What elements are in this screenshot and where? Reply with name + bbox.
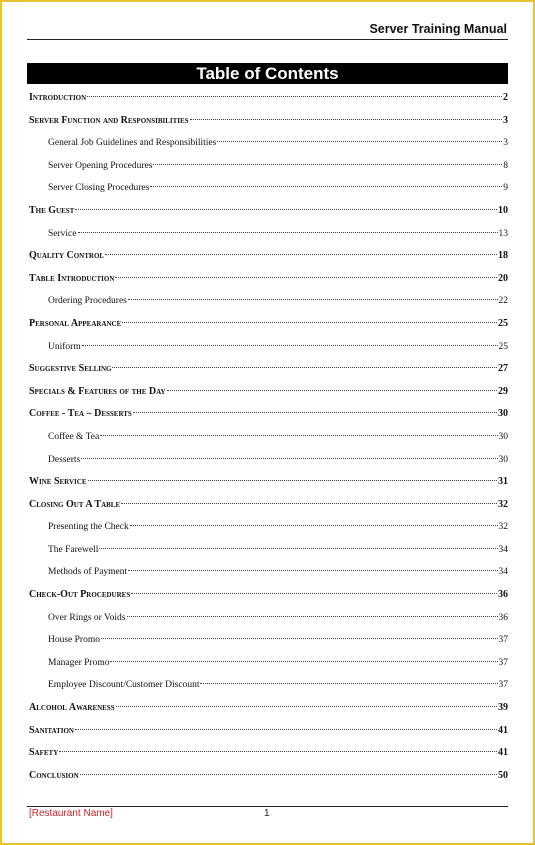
toc-entry[interactable] bbox=[27, 290, 508, 313]
toc-entry[interactable] bbox=[27, 268, 508, 291]
toc-entry[interactable] bbox=[27, 200, 508, 223]
toc-dot-leader bbox=[115, 277, 497, 278]
toc-dot-leader bbox=[110, 661, 497, 662]
toc-entry-title: Desserts bbox=[48, 454, 81, 465]
toc-entry[interactable] bbox=[27, 584, 508, 607]
toc-entry-page: 27 bbox=[498, 363, 508, 375]
toc-entry-page: 3 bbox=[503, 138, 508, 149]
toc-entry[interactable] bbox=[27, 539, 508, 562]
toc-entry[interactable] bbox=[27, 652, 508, 675]
toc-dot-leader bbox=[127, 616, 498, 617]
toc-entry[interactable] bbox=[27, 381, 508, 404]
toc-entry[interactable] bbox=[27, 223, 508, 246]
toc-dot-leader bbox=[116, 706, 497, 707]
toc-entry-page: 29 bbox=[498, 385, 508, 397]
toc-entry-title: Server Function and Responsibilities bbox=[29, 114, 189, 126]
toc-entry[interactable] bbox=[27, 674, 508, 697]
toc-entry-page: 34 bbox=[498, 544, 508, 555]
toc-heading: Table of Contents bbox=[27, 63, 508, 84]
toc-entry-title: Specials & Features of the Day bbox=[29, 385, 166, 397]
footer-restaurant-name: [Restaurant Name] bbox=[29, 808, 113, 819]
toc-entry-title: Alcohol Awareness bbox=[29, 702, 115, 714]
toc-entry-title: Ordering Procedures bbox=[48, 296, 127, 307]
toc-entry-page: 20 bbox=[498, 272, 508, 284]
toc-entry[interactable] bbox=[27, 245, 508, 268]
toc-entry[interactable] bbox=[27, 516, 508, 539]
toc-entry-title: Quality Control bbox=[29, 250, 105, 262]
toc-entry-page: 10 bbox=[498, 204, 508, 216]
toc-entry-title: Uniform bbox=[48, 341, 81, 352]
toc-dot-leader bbox=[153, 164, 502, 165]
toc-dot-leader bbox=[75, 729, 497, 730]
toc-dot-leader bbox=[78, 232, 498, 233]
toc-entry[interactable] bbox=[27, 449, 508, 472]
table-of-contents bbox=[27, 87, 508, 787]
toc-entry-page: 37 bbox=[498, 635, 508, 646]
toc-entry-title: Conclusion bbox=[29, 769, 79, 781]
toc-entry[interactable] bbox=[27, 155, 508, 178]
toc-entry-title: Coffee & Tea bbox=[48, 431, 100, 442]
toc-entry[interactable] bbox=[27, 697, 508, 720]
toc-entry[interactable] bbox=[27, 87, 508, 110]
toc-entry-title: General Job Guidelines and Responsibilities bbox=[48, 138, 217, 149]
toc-entry[interactable] bbox=[27, 426, 508, 449]
toc-dot-leader bbox=[122, 322, 497, 323]
toc-entry-title: House Promo bbox=[48, 635, 100, 646]
toc-entry-page: 41 bbox=[498, 747, 508, 759]
toc-dot-leader bbox=[133, 412, 497, 413]
toc-entry-title: Table Introduction bbox=[29, 272, 115, 284]
toc-dot-leader bbox=[99, 548, 497, 549]
toc-dot-leader bbox=[131, 593, 497, 594]
toc-dot-leader bbox=[88, 480, 498, 481]
toc-entry-page: 30 bbox=[498, 431, 508, 442]
toc-dot-leader bbox=[200, 683, 497, 684]
toc-dot-leader bbox=[101, 638, 498, 639]
toc-entry[interactable] bbox=[27, 607, 508, 630]
toc-dot-leader bbox=[87, 96, 502, 97]
toc-entry[interactable] bbox=[27, 313, 508, 336]
toc-entry-page: 50 bbox=[498, 769, 508, 781]
toc-entry-title: The Guest bbox=[29, 204, 75, 216]
toc-entry-page: 34 bbox=[498, 567, 508, 578]
toc-dot-leader bbox=[121, 503, 497, 504]
toc-entry[interactable] bbox=[27, 358, 508, 381]
toc-entry[interactable] bbox=[27, 720, 508, 743]
toc-dot-leader bbox=[81, 458, 497, 459]
toc-entry-title: Safety bbox=[29, 747, 59, 759]
toc-entry-page: 36 bbox=[498, 589, 508, 601]
toc-entry-title: Personal Appearance bbox=[29, 317, 122, 329]
toc-entry-title: Check-Out Procedures bbox=[29, 589, 131, 601]
toc-entry-page: 13 bbox=[498, 228, 508, 239]
toc-entry-title: Manager Promo bbox=[48, 657, 110, 668]
toc-entry[interactable] bbox=[27, 471, 508, 494]
toc-entry-page: 3 bbox=[503, 114, 508, 126]
toc-entry[interactable] bbox=[27, 110, 508, 133]
toc-entry-page: 36 bbox=[498, 612, 508, 623]
toc-entry-page: 8 bbox=[503, 160, 508, 171]
toc-entry-title: Server Opening Procedures bbox=[48, 160, 153, 171]
toc-entry-page: 37 bbox=[498, 657, 508, 668]
toc-entry[interactable] bbox=[27, 629, 508, 652]
toc-entry-title: Wine Service bbox=[29, 476, 87, 488]
toc-entry[interactable] bbox=[27, 561, 508, 584]
header-divider bbox=[27, 39, 508, 40]
toc-entry-title: Service bbox=[48, 228, 77, 239]
toc-dot-leader bbox=[105, 254, 497, 255]
toc-entry-page: 30 bbox=[498, 454, 508, 465]
toc-entry-page: 18 bbox=[498, 250, 508, 262]
toc-entry-page: 31 bbox=[498, 476, 508, 488]
toc-dot-leader bbox=[59, 751, 497, 752]
toc-dot-leader bbox=[112, 367, 497, 368]
footer-divider bbox=[27, 806, 508, 807]
toc-entry-page: 30 bbox=[498, 408, 508, 420]
toc-entry-title: Presenting the Check bbox=[48, 522, 129, 533]
toc-entry-title: Over Rings or Voids bbox=[48, 612, 126, 623]
toc-dot-leader bbox=[100, 435, 497, 436]
toc-entry-page: 25 bbox=[498, 317, 508, 329]
toc-entry[interactable] bbox=[27, 494, 508, 517]
toc-dot-leader bbox=[128, 570, 497, 571]
toc-entry-title: Sanitation bbox=[29, 724, 74, 736]
toc-entry[interactable] bbox=[27, 765, 508, 788]
toc-entry-page: 2 bbox=[503, 92, 508, 103]
toc-entry[interactable] bbox=[27, 177, 508, 200]
toc-entry[interactable] bbox=[27, 132, 508, 155]
toc-dot-leader bbox=[217, 141, 502, 142]
toc-entry[interactable] bbox=[27, 336, 508, 359]
toc-entry[interactable] bbox=[27, 403, 508, 426]
document-header-title: Server Training Manual bbox=[369, 22, 507, 36]
toc-dot-leader bbox=[167, 390, 497, 391]
toc-entry-title: Introduction bbox=[29, 92, 87, 103]
toc-entry-page: 32 bbox=[498, 522, 508, 533]
toc-entry-title: Coffee - Tea – Desserts bbox=[29, 408, 132, 420]
toc-entry-page: 9 bbox=[503, 183, 508, 194]
toc-dot-leader bbox=[80, 774, 497, 775]
toc-entry-page: 37 bbox=[498, 680, 508, 691]
toc-entry-title: Server Closing Procedures bbox=[48, 183, 150, 194]
toc-dot-leader bbox=[190, 119, 502, 120]
toc-entry-page: 32 bbox=[498, 498, 508, 510]
footer-page-number: 1 bbox=[264, 808, 270, 819]
toc-entry-title: Closing Out A Table bbox=[29, 498, 121, 510]
toc-entry-title: Suggestive Selling bbox=[29, 363, 112, 375]
toc-dot-leader bbox=[130, 525, 498, 526]
toc-entry-page: 25 bbox=[498, 341, 508, 352]
toc-entry-title: The Farewell bbox=[48, 544, 99, 555]
toc-entry-title: Methods of Payment bbox=[48, 567, 128, 578]
toc-dot-leader bbox=[128, 299, 498, 300]
toc-dot-leader bbox=[75, 209, 497, 210]
toc-dot-leader bbox=[150, 186, 502, 187]
toc-entry-page: 22 bbox=[498, 296, 508, 307]
toc-entry-page: 39 bbox=[498, 702, 508, 714]
toc-entry-page: 41 bbox=[498, 724, 508, 736]
toc-dot-leader bbox=[82, 345, 498, 346]
toc-entry[interactable] bbox=[27, 742, 508, 765]
toc-entry-title: Employee Discount/Customer Discount bbox=[48, 680, 200, 691]
